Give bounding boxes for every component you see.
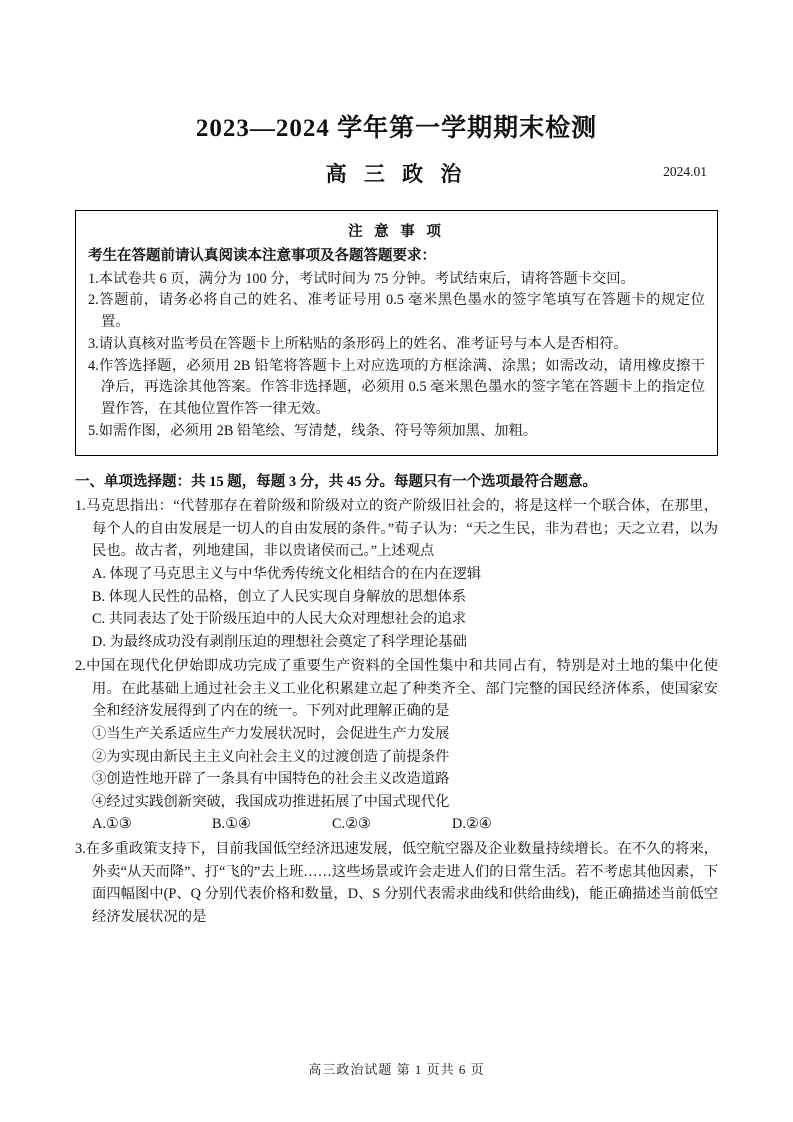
question-number: 2. xyxy=(75,658,86,675)
question-option: D. 为最终成功没有剥削压迫的理想社会奠定了科学理论基础 xyxy=(92,633,467,650)
question-stem: 马克思指出：“代替那存在着阶级和阶级对立的资产阶级旧社会的，将是这样一个联合体，在那里，每个人的自由发展是一切人的自由发展的条件。”荀子认为：“天之生民，非为君也；天之立君，以为民也。故古者，列地建国，非以贵诸侯而己。”上述观点 xyxy=(85,498,718,560)
question-item xyxy=(75,838,718,928)
answer-choice-b: B.①④ xyxy=(212,816,251,833)
notice-item: 1.本试卷共 6 页，满分为 100 分，考试时间为 75 分钟。考试结束后，请将答题卡交回。 xyxy=(88,270,635,287)
question-option: ②为实现由新民主主义向社会主义的过渡创造了前提条件 xyxy=(92,748,450,765)
question-answer-choices xyxy=(92,813,718,836)
question-option: ①当生产关系适应生产力发展状况时，会促进生产力发展 xyxy=(92,726,450,743)
question-option: A. 体现了马克思主义与中华优秀传统文化相结合的在内在逻辑 xyxy=(92,565,482,582)
question-option: ③创造性地开辟了一条具有中国特色的社会主义改造道路 xyxy=(92,771,450,788)
notice-box xyxy=(75,210,718,456)
notice-item: 5.如需作图，必须用 2B 铅笔绘、写清楚，线条、符号等须加黑、加粗。 xyxy=(88,422,538,439)
notice-lead: 考生在答题前请认真阅读本注意事项及各题答题要求： xyxy=(88,248,436,264)
page-title: 2023—2024 学年第一学期期末检测 xyxy=(195,115,598,142)
question-option: B. 体现人民性的品格，创立了人民实现自身解放的思想体系 xyxy=(92,588,467,605)
answer-choice-a: A.①③ xyxy=(92,816,132,833)
notice-item: 2.答题前，请务必将自己的姓名、准考证号用 0.5 毫米黑色墨水的签字笔填写在答题卡的规定位置。 xyxy=(88,292,705,331)
notice-item: 3.请认真核对监考员在答题卡上所粘贴的条形码上的姓名、准考证号与本人是否相符。 xyxy=(88,335,628,352)
page-footer: 高三政治试题 第 1 页共 6 页 xyxy=(308,1062,485,1077)
question-stem: 中国在现代化伊始即成功完成了重要生产资料的全国性集中和共同占有，特别是对土地的集中化使用。在此基础上通过社会主义工业化积累建立起了种类齐全、部门完整的国民经济体系，使国家安全和经济发展得到了内在的统一。下列对此理解正确的是 xyxy=(85,658,718,720)
subject-name: 高 三 政 治 xyxy=(325,162,468,186)
question-option: ④经过实践创新突破，我国成功推进拓展了中国式现代化 xyxy=(92,793,450,810)
notice-heading: 注 意 事 项 xyxy=(348,224,445,240)
subject-row xyxy=(0,158,793,188)
question-option: C. 共同表达了处于阶级压迫中的人民大众对理想社会的追求 xyxy=(92,611,467,628)
section-heading: 一、单项选择题：共 15 题，每题 3 分，共 45 分。每题只有一个选项最符合题意。 xyxy=(75,473,597,490)
answer-choice-c: C.②③ xyxy=(332,816,371,833)
exam-date: 2024.01 xyxy=(663,164,707,179)
question-stem: 在多重政策支持下，目前我国低空经济迅速发展，低空航空器及企业数量持续增长。在不久的将来，外卖“从天而降”、打“飞的”去上班……这些场景或许会走进人们的日常生活。若不考虑其他因素，下面四幅图中(P、Q 分别代表价格和数量，D、S 分别代表需求曲线和供给曲线)，能正确描述当前低空经济发展状况的是 xyxy=(85,841,718,925)
question-item xyxy=(75,655,718,836)
notice-item: 4.作答选择题，必须用 2B 铅笔将答题卡上对应选项的方框涂满、涂黑；如需改动，请用橡皮擦干净后，再选涂其他答案。作答非选择题，必须用 0.5 毫米黑色墨水的签字笔在答题卡上的指定位置作答，在其他位置作答一律无效。 xyxy=(88,357,705,418)
question-number: 1. xyxy=(75,498,86,515)
question-item xyxy=(75,495,718,653)
question-number: 3. xyxy=(75,841,86,858)
answer-choice-d: D.②④ xyxy=(452,816,492,833)
